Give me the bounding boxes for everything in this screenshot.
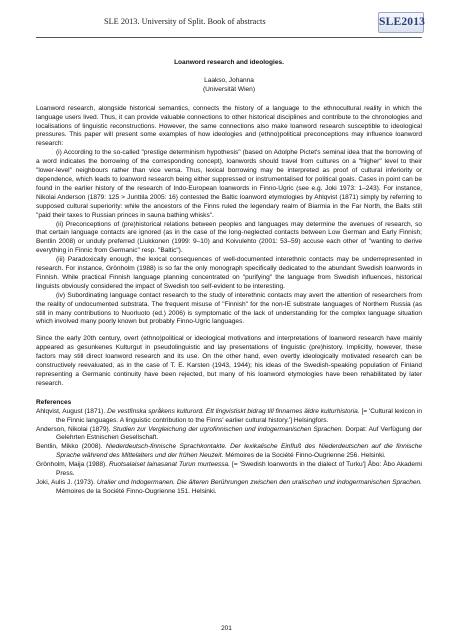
references-heading: References: [36, 398, 72, 406]
paragraph-point-ii: (ii) Preconceptions of (pre)historical relations between peoples and languages may determine the avenues of research, so that certain language contacts are ignored (as in the case of the long-neglected contacts between Low German and Early Finnish; Bentlin 2008) or unduly preferred (Liukkonen (1999: 9–10) and Koivulehto (2001: 53–59) accuse each other of "wanting to derive everything in Finnic from Germanic" resp. "Baltic").: [36, 220, 422, 255]
paragraph-point-iv: (iv) Subordinating language contact research to the study of interethnic contacts may avert the attention of researchers from the reality of undocumented substrata. The frequent misuse of "Finnish" for the non-IE substrate languages of Northern Russia (as still in many contributions to Nuorluoto (ed.) 2006) is symptomatic of the lack of understanding for the complex language situation which involved many poorly known but probably Finno-Ugric languages.: [36, 291, 422, 326]
conference-logo: SLE2013: [378, 12, 424, 33]
reference-item: Anderson, Nikolai (1879). Studien zur Vergleichung der ugrofinnischen und indogermanischen Sprachen. Dorpat: Auf Verfügung der Gelehrten Estnischen Gesellschaft.: [36, 425, 422, 442]
reference-item: Bentlin, Mikko (2008). Niederdeutsch-finnische Sprachkontakte. Der lexikalische Einfluß des Niederdeutschen auf die finnische Sprache während des Mittelalters und der frühen Neuzeit. Mémoires de la Société Finno-Ougrienne 256. Helsinki.: [36, 443, 422, 460]
page-header: [0, 0, 453, 45]
paragraph-conclusion: Since the early 20th century, overt (ethno)political or ideological motivations and interpretations of loanword research have mainly appeared as gesunkenes Kulturgut in pseudolinguistic and lay presentations of linguistic (pre)history. Implicitly, however, these factors may still direct loanword research and its use. On the other hand, even overtly ideologically motivated research can be constructively reevaluated, as in the case of T. E. Karsten (1943, 1944); his ideas of the Swedish-speaking population of Finland representing a Germanic continuity have been rejected, but many of his loanword etymologies have been rehabilitated by later research.: [36, 335, 422, 387]
paragraph-point-i: (i) According to the so-called "prestige determinism hypothesis" (based on Adolphe Pictet's seminal idea that the borrowing of a word indicates the borrowing of the corresponding concept), loanwords should travel from cultures on a "higher" level to their "lower-level" neighbours rather than vice versa. Thus, lexical borrowing may be interpreted as proof of cultural inferiority or dependence, which leads to loanword research being either suppressed or instrumentalised for political goals. Cases in point can be found in the earlier history of the research of Indo-European loanwords in Finno-Ugric (see e.g. Joki 1973: 1–243). For instance, Nikolai Anderson (1879: 125 > Junttila 2005: 16) contested the Baltic loanword etymologies by Ahlqvist (1871) simply by referring to supposed cultural superiority: while the ancestors of the Finns ruled the legendary realm of Biarmia in the Far North, the Balts still "paid their taxes to Russian princes in sauna bathing whisks".: [36, 149, 422, 219]
abstract-body: [36, 45, 422, 497]
running-header-title: SLE 2013. University of Split. Book of abstracts: [104, 17, 266, 26]
reference-item: Grönholm, Maija (1988). Ruotsalaiset lainasanat Turun murteessa. [= 'Swedish loanwords in the dialect of Turku'] Åbo: Åbo Akademi Press.: [36, 461, 422, 478]
paragraph-point-iii: (iii) Paradoxically enough, the lexical consequences of well-documented interethnic contacts may be underrepresented in research. For instance, Grönholm (1988) is so far the only monograph specifically dedicated to the abundant Swedish loanwords in Finnish. While practical Finnish language planning concentrated on "purifying" the language from Swedish influences, historical linguists obviously considered the impact of Swedish too self-evident to be interesting.: [36, 256, 422, 290]
reference-item: Joki, Aulis J. (1973). Uralier und Indogermanen. Die älteren Berührungen zwischen den uralischen und indogermanischen Sprachen. Mémoires de la Société Finno-Ougrienne 151. Helsinki.: [36, 478, 422, 495]
author-affiliation: (Universität Wien): [202, 85, 256, 93]
abstract-title: Loanword research and ideologies.: [174, 59, 284, 66]
page-number: 201: [221, 625, 232, 632]
paragraph-intro: Loanword research, alongside historical semantics, connects the history of a language to the ethnocultural reality in which the language users lived. Thus, it can provide valuable connections to other historical disciplines and contribute to the chronologies and localisations of linguistic reconstructions. However, the same connections also make loanword research susceptible to ideological pressures. This paper will present some examples of how ideologies and (ethno)political preconceptions may influence loanword research:: [36, 104, 422, 148]
header-rule: [36, 37, 422, 38]
reference-item: Ahlqvist, August (1871). De vestfinska språkens kulturord. Ett lingvistiskt bidrag till finnarnes äldre kulturhistoria. [= 'Cultural lexicon in the Finnic languages. A linguistic contribution to the Finns' earlier cultural history.'] Helsingfors.: [36, 407, 423, 424]
author-name: Laakso, Johanna: [204, 76, 254, 84]
